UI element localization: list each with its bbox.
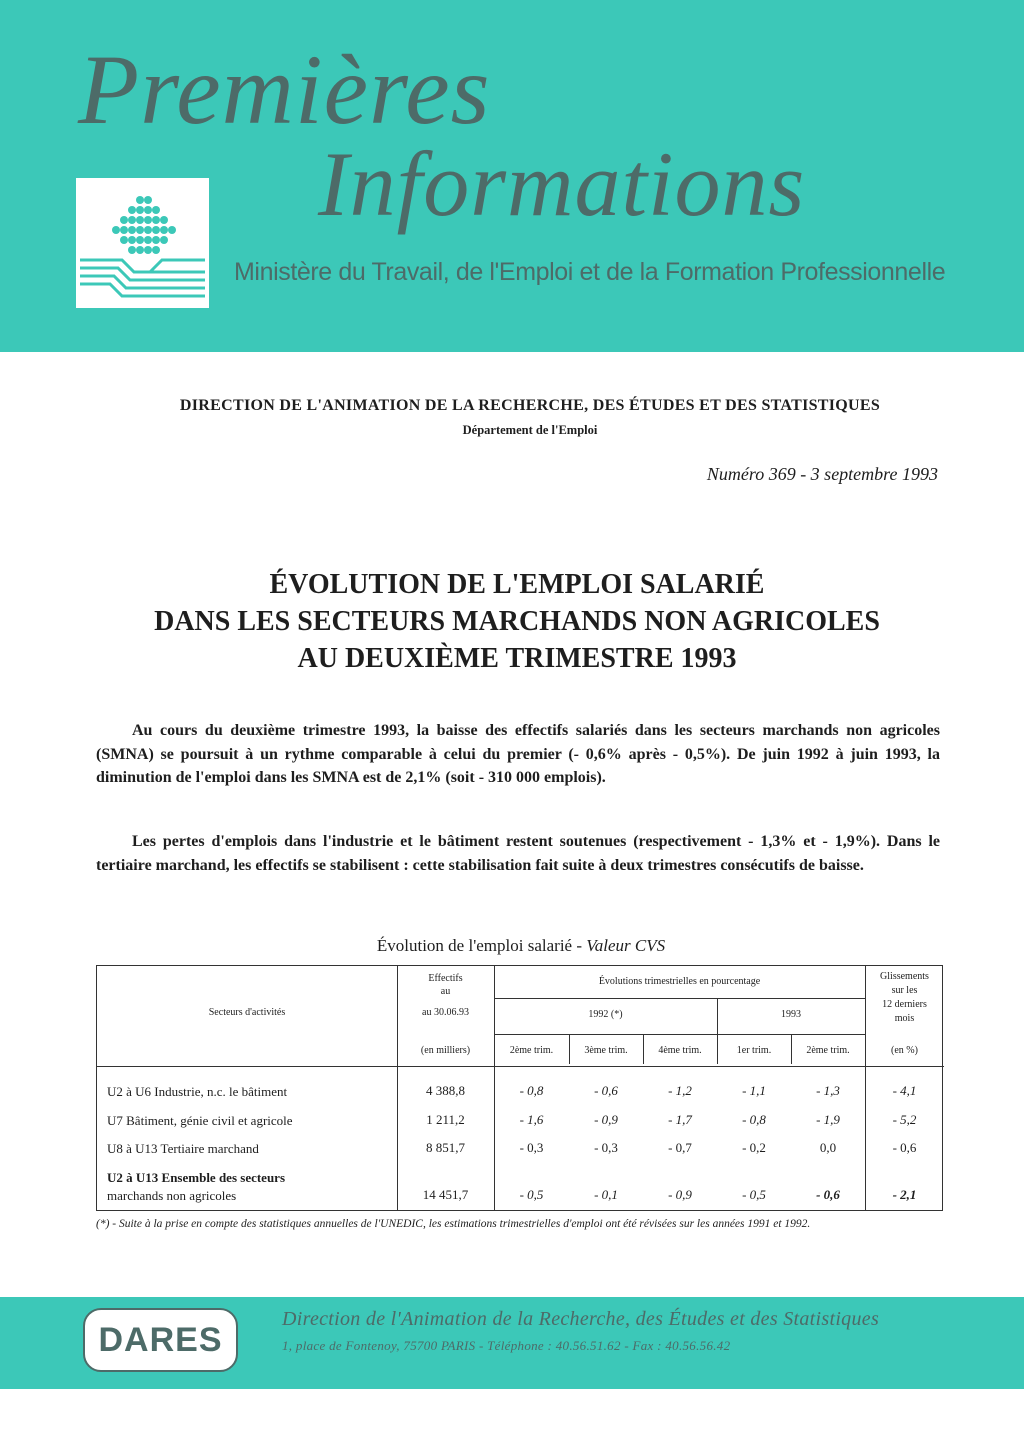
row-industrie-q2-1993: - 1,3 <box>816 1083 840 1098</box>
row-tertiaire-label: U8 à U13 Tertiaire marchand <box>107 1141 259 1156</box>
row-tertiaire-q2-1992: - 0,3 <box>519 1140 544 1155</box>
row-batiment-label: U7 Bâtiment, génie civil et agricole <box>107 1113 293 1128</box>
row-total-effectif: 14 451,7 <box>422 1187 469 1202</box>
header-effectifs-unit: (en milliers) <box>420 1045 471 1056</box>
row-industrie-q4-1992: - 1,2 <box>668 1083 692 1098</box>
row-industrie-q1-1993: - 1,1 <box>742 1083 766 1098</box>
dares-logo: DARES <box>83 1308 238 1372</box>
row-total-label-1: U2 à U13 Ensemble des secteurs <box>107 1170 286 1185</box>
header-glissement-2: sur les <box>891 985 918 996</box>
brand-title-line2: Informations <box>318 133 806 235</box>
ministry-logo <box>76 178 209 308</box>
header-effectifs-3: au 30.06.93 <box>422 1007 469 1018</box>
row-batiment-q1-1993: - 0,8 <box>742 1112 766 1127</box>
row-batiment-q3-1992: - 0,9 <box>594 1112 618 1127</box>
header-q4-1992: 4ème trim. <box>658 1045 702 1056</box>
title-line-3: AU DEUXIÈME TRIMESTRE 1993 <box>297 643 737 674</box>
row-tertiaire-q1-1993: - 0,2 <box>742 1140 766 1155</box>
body-paragraph-2: Les pertes d'emplois dans l'industrie et le bâtiment restent soutenues (respectivement - 1,3% et - 1,9%). Dans le tertiaire marchand, les effectifs se stabilisent : cette stabilisation fait suite à deux trimestres consécutifs de baisse. <box>96 833 940 874</box>
row-total-q4-1992: - 0,9 <box>668 1187 692 1202</box>
header-year-1993: 1993 <box>781 1009 801 1020</box>
row-total-q1-1993: - 0,5 <box>742 1187 766 1202</box>
header-glissement-1: Glissements <box>880 971 929 982</box>
header-glissement-4: mois <box>894 1013 915 1024</box>
row-batiment-q4-1992: - 1,7 <box>668 1112 692 1127</box>
header-glissement-3: 12 derniers <box>882 999 927 1010</box>
pyramid-logo-icon <box>78 180 207 306</box>
row-total-glissement: - 2,1 <box>892 1187 917 1202</box>
title-line-1: ÉVOLUTION DE L'EMPLOI SALARIÉ <box>269 569 765 600</box>
row-total-label-2: marchands non agricoles <box>107 1188 237 1203</box>
row-tertiaire-effectif: 8 851,7 <box>426 1140 465 1155</box>
row-industrie-q3-1992: - 0,6 <box>594 1083 618 1098</box>
row-batiment-q2-1992: - 1,6 <box>519 1112 544 1127</box>
row-tertiaire-q3-1992: - 0,3 <box>594 1140 618 1155</box>
table-caption-text: Évolution de l'emploi salarié - <box>376 936 582 955</box>
brand-title-line1: Premières <box>78 34 491 145</box>
department-name: Département de l'Emploi <box>462 423 598 437</box>
row-industrie-q2-1992: - 0,8 <box>519 1083 544 1098</box>
row-total-q2-1992: - 0,5 <box>519 1187 544 1202</box>
footer-direction: Direction de l'Animation de la Recherche, des Études et des Statistiques <box>282 1308 880 1330</box>
row-total-q2-1993: - 0,6 <box>816 1187 840 1202</box>
row-tertiaire-q4-1992: - 0,7 <box>668 1140 692 1155</box>
header-q2-1993: 2ème trim. <box>806 1045 850 1056</box>
table-caption <box>96 936 946 956</box>
table-footnote: (*) - Suite à la prise en compte des statistiques annuelles de l'UNEDIC, les estimations trimestrielles d'emploi ont été révisées sur les années 1991 et 1992. <box>96 1218 811 1230</box>
header-evolutions: Évolutions trimestrielles en pourcentage <box>598 976 761 987</box>
row-industrie-glissement: - 4,1 <box>892 1083 917 1098</box>
row-tertiaire-q2-1993: 0,0 <box>819 1140 837 1155</box>
table-divider <box>494 1034 865 1035</box>
row-industrie-effectif: 4 388,8 <box>426 1083 465 1098</box>
header-effectifs-2: au <box>440 986 451 997</box>
title-line-2: DANS LES SECTEURS MARCHANDS NON AGRICOLES <box>154 606 880 637</box>
footer-address: 1, place de Fontenoy, 75700 PARIS - Téléphone : 40.56.51.62 - Fax : 40.56.56.42 <box>282 1338 731 1353</box>
row-batiment-q2-1993: - 1,9 <box>816 1112 840 1127</box>
ministry-name: Ministère du Travail, de l'Emploi et de la Formation Professionnelle <box>234 258 946 286</box>
direction-name: DIRECTION DE L'ANIMATION DE LA RECHERCHE, DES ÉTUDES ET DES STATISTIQUES <box>179 397 881 414</box>
body-paragraph-1: Au cours du deuxième trimestre 1993, la baisse des effectifs salariés dans les secteurs marchands non agricoles (SMNA) se poursuit à un rythme comparable à celui du premier (- 0,6% après - 0,5%). De juin 1992 à juin 1993, la diminution de l'emploi dans les SMNA est de 2,1% (soit - 310 000 emplois). <box>96 722 940 786</box>
header-sector: Secteurs d'activités <box>208 1007 286 1018</box>
header-year-1992: 1992 (*) <box>588 1009 623 1020</box>
row-industrie-label: U2 à U6 Industrie, n.c. le bâtiment <box>107 1084 288 1099</box>
header-effectifs-1: Effectifs <box>428 973 463 984</box>
row-tertiaire-glissement: - 0,6 <box>892 1140 917 1155</box>
table-caption-cvs: Valeur CVS <box>586 936 666 955</box>
row-total-q3-1992: - 0,1 <box>594 1187 618 1202</box>
row-batiment-glissement: - 5,2 <box>892 1112 917 1127</box>
employment-table <box>96 965 943 1211</box>
header-glissement-unit: (en %) <box>891 1045 918 1056</box>
header-q3-1992: 3ème trim. <box>584 1045 628 1056</box>
article-title <box>60 566 974 677</box>
issue-number: Numéro 369 - 3 septembre 1993 <box>706 464 938 484</box>
header-q1-1993: 1er trim. <box>736 1045 772 1056</box>
table-divider <box>97 1066 944 1067</box>
row-batiment-effectif: 1 211,2 <box>426 1112 465 1127</box>
table-divider <box>494 998 865 999</box>
header-q2-1992: 2ème trim. <box>509 1045 554 1056</box>
